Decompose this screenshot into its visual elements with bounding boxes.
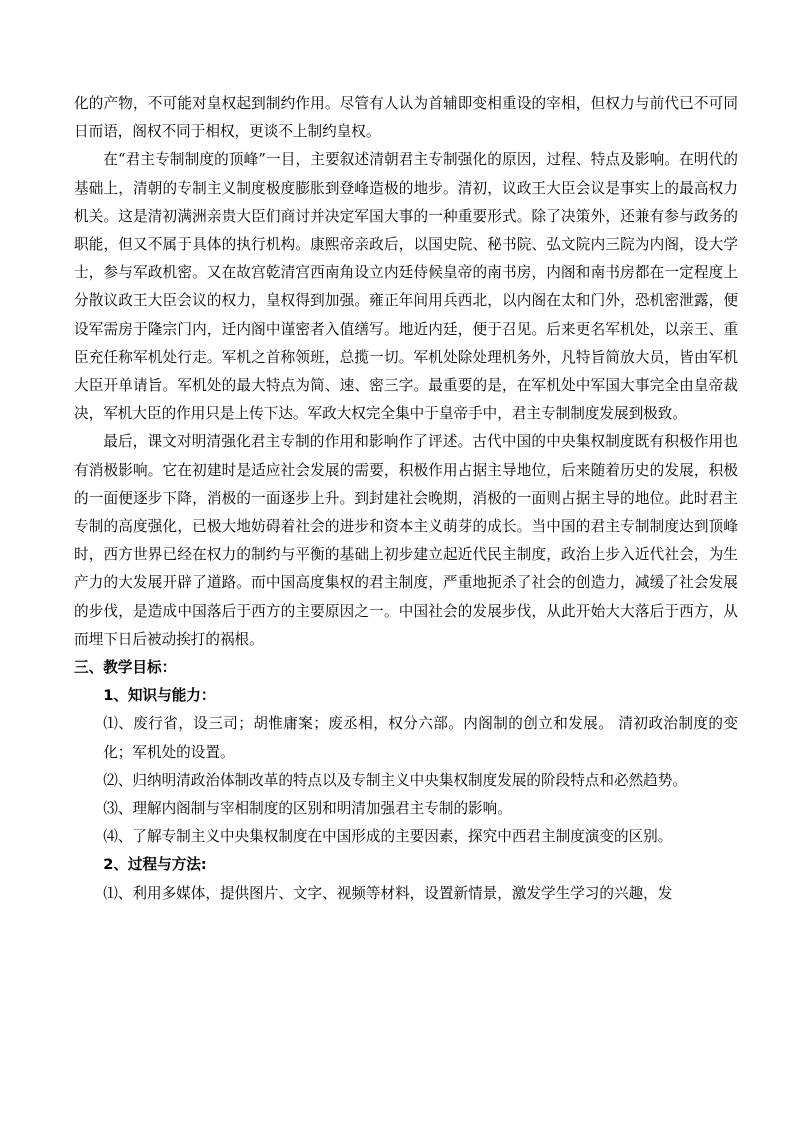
document-page — [74, 90, 738, 908]
subheading-knowledge-ability: 1、知识与能力： — [103, 687, 216, 705]
list-item: ⑶、理解内阁制与宰相制度的区别和明清加强君主专制的影响。 — [103, 800, 512, 818]
paragraph-continuation: 化的产物，不可能对皇权起到制约作用。尽管有人认为首辅即变相重设的宰相，但权力与前代已不可同日而语，阁权不同于相权，更谈不上制约皇权。 — [74, 95, 738, 141]
section-title-teaching-goals: 三、教学目标： — [74, 659, 177, 677]
list-item: ⑵、归纳明清政治体制改革的特点以及专制主义中央集权制度发展的阶段特点和必然趋势。 — [103, 771, 687, 789]
list-item: ⑴、废行省，设三司；胡惟庸案；废丞相，权分六部。内阁制的创立和发展。 清初政治制度的变化；军机处的设置。 — [103, 715, 738, 761]
paragraph-evaluation: 最后，课文对明清强化君主专制的作用和影响作了评述。古代中国的中央集权制度既有积极作用也有消极影响。它在初建时是适应社会发展的需要，积极作用占据主导地位，后来随着历史的发展，积极的一面便逐步下降，消极的一面逐步上升。到封建社会晚期，消极的一面则占据主导的地位。此时君主专制的高度强化，已极大地妨碍着社会的进步和资本主义萌芽的成长。当中国的君主专制制度达到顶峰时，西方世界已经在权力的制约与平衡的基础上初步建立起近代民主制度，政治上步入近代社会，为生产力的大发展开辟了道路。而中国高度集权的君主制度，严重地扼杀了社会的创造力，减缓了社会发展的步伐，是造成中国落后于西方的主要原因之一。中国社会的发展步伐，从此开始大大落后于西方，从而埋下日后被动挨打的祸根。 — [74, 433, 738, 648]
list-item: ⑴、利用多媒体，提供图片、文字、视频等材料，设置新情景，激发学生学习的兴趣，发 — [103, 884, 673, 902]
list-item: ⑷、了解专制主义中央集权制度在中国形成的主要因素，探究中西君主制度演变的区别。 — [103, 828, 673, 846]
subheading-process-method: 2、过程与方法: — [103, 856, 207, 874]
paragraph-qing-autocracy: 在“君主专制制度的顶峰”一目，主要叙述清朝君主专制强化的原因，过程、特点及影响。在明代的基础上，清朝的专制主义制度极度膨胀到登峰造极的地步。清初，议政王大臣会议是事实上的最高权力机关。这是清初满洲亲贵大臣们商讨并决定军国大事的一种重要形式。除了决策外，还兼有参与政务的职能，但又不属于具体的执行机构。康熙帝亲政后，以国史院、秘书院、弘文院内三院为内阁，设大学士，参与军政机密。又在故宫乾清宫西南角设立内廷侍候皇帝的南书房，内阁和南书房都在一定程度上分散议政王大臣会议的权力，皇权得到加强。雍正年间用兵西北，以内阁在太和门外，恐机密泄露，便设军需房于隆宗门内，迁内阁中谨密者入值缮写。地近内廷，便于召见。后来更名军机处，以亲王、重臣充任称军机处行走。军机之首称领班，总揽一切。军机处除处理机务外，凡特旨简放大员，皆由军机大臣开单请旨。军机处的最大特点为简、速、密三字。最重要的是，在军机处中军国大事完全由皇帝裁决，军机大臣的作用只是上传下达。军政大权完全集中于皇帝手中，君主专制制度发展到极致。 — [74, 151, 738, 423]
